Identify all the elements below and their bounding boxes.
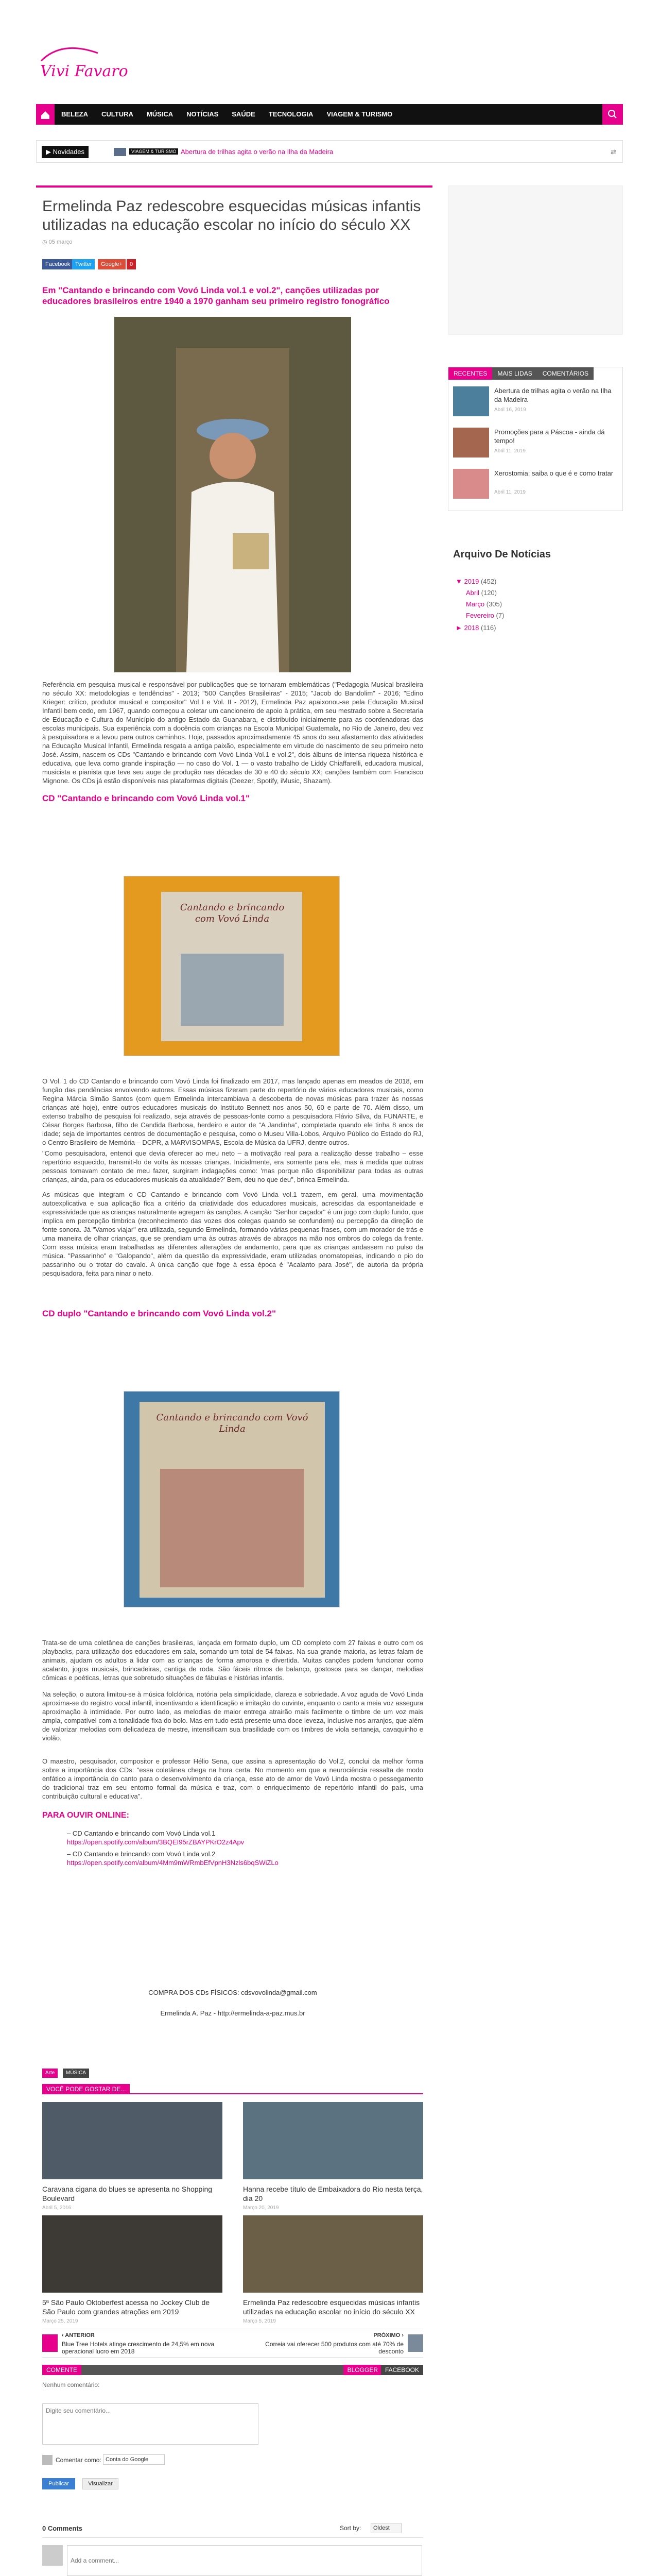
- main-nav: [36, 104, 623, 125]
- related-date-1: Abril 5, 2016: [42, 2205, 72, 2211]
- heading-cd2: CD duplo "Cantando e brincando com Vovó Linda vol.2": [42, 1309, 276, 1318]
- article-subtitle: Em "Cantando e brincando com Vovó Linda vol.1 e vol.2", canções utilizadas por educadores brasileiros entre 1940 a 1970 ganham seu primeiro registro fonográfico: [42, 285, 390, 306]
- heading-cd1: CD "Cantando e brincando com Vovó Linda vol.1": [42, 793, 250, 803]
- prev-thumb[interactable]: [42, 2334, 58, 2352]
- article-paragraph-3: "Como pesquisadora, entendi que devia oferecer ao meu neto – a motivação real para a realização desse trabalho – esse repertório esquecido, transmiti-lo de volta às nossas crianças. Inicialmente, era somente para ele, mas à medida que outras pessoas tomavam contato de meu fazer, surgiram indagações como: 'mas porque não disponibilizar para todas as outras crianças, ainda, para os educadores musicais da atualidade?' Bem, deu no que deu", brinca Ermelinda.: [42, 1149, 423, 1183]
- post-navigation: [42, 2329, 423, 2358]
- tag-arte[interactable]: Arte: [42, 2069, 58, 2078]
- tab-facebook[interactable]: FACEBOOK: [381, 2365, 423, 2375]
- share-google-button[interactable]: Google+: [98, 259, 126, 269]
- article-paragraph-1: Referência em pesquisa musical e responsável por publicações que se tornaram emblemáticas ("Pedagogia Musical brasileira no século XX: metodologias e tendências" - 2013; "500 Canções Brasileiras" - 2015; "Jacob do Bandolim" - 2016; "Edino Krieger: crítico, produtor musical e compositor" Vol I e Vol. II - 2012), Ermelinda Paz apaixonou-se pela Educação Musical Infantil bem cedo, em 1967, quando começou a coletar um cancioneiro de apoio à prática, em seu mestrado sobre a Secretaria de Educação e Cultura do Município do antigo Estado da Guanabara, e distribuído inicialmente para as coordenadoras das escolas municipais. Sua experiência com a docência com crianças na Escola Municipal Guatemala, no Rio de Janeiro, deu vez à pesquisadora e a levou para outros caminhos. Hoje, passados aproximadamente 45 anos do seu afastamento das atividades na Educação Musical Infantil, Ermelinda resgata a antiga paixão, especialmente em virtude do nascimento de seu primeiro neto José. Assim, nascem os CDs "Cantando e brincando com Vovó Linda Vol.1 e vol.2", dois álbuns de intensa riqueza histórica e educativa, que leva como grande inspiração — no caso do Vol. 1 — o vasto trabalho de Liddy Chiaffarelli, educadora musical, musicista e pianista que teve seu auge de produção nas décadas de 30 e 40 do século XX; canções também com Francisco Mignone. Os CDs já estão disponíveis nas plataformas digitais (Deezer, Spotify, iMusic, Shazam).: [42, 681, 423, 785]
- recent-date-2: Abril 11, 2019: [494, 448, 526, 454]
- nav-item-tecnologia[interactable]: TECNOLOGIA: [268, 110, 314, 118]
- nav-item-viagem[interactable]: VIAGEM & TURISMO: [326, 110, 393, 118]
- article-paragraph-2: O Vol. 1 do CD Cantando e brincando com Vovó Linda foi finalizado em 2017, mas lançado apenas em meados de 2018, em função das pendências envolvendo autores. Essas músicas fizeram parte do repertório de vários educadores musicais, como Regina Márcia Simão Santos (com quem Ermelinda intercambiava a descoberta de novas músicas para trazer às nossas crianças até hoje), entre outros educadores musicais do Instituto Bennett nos anos 50, 60 e parte de 70. Além disso, um extenso trabalho de pesquisa foi realizado, seja através de pessoas-fonte como a pesquisadora Flávio Silva, da FUNARTE, e César Borges Barbosa, filho de Candida Barbosa, herdeiro e autor de "A Jandinha", completada quando ele tinha 8 anos de idade; seja de importantes centros de documentação e pesquisa, como o Museu Villa-Lobos, Arquivo Público do Estado do RJ, o Centro Brasileiro de Memória – DCPR, a MARVISOMPAS, Escola de Música da UFRJ, dentre outros.: [42, 1077, 423, 1146]
- cd1-cover-text: Cantando e brincando com Vovó Linda: [180, 902, 285, 924]
- logo-text: Vivi Favaro: [40, 62, 128, 80]
- article-paragraph-6: Na seleção, o autora limitou-se à música folclórica, notória pela simplicidade, clareza e sobriedade. A voz aguda de Vovó Linda aproxima-se do registro vocal infantil, incentivando a identificação e imitação do ouvinte, enquanto o canto a meia voz assegura aproximação à intimidade. Por outro lado, as melodias de maior entrega atrairão mais facilmente o timbre de um voz mais ampla, compatível com a tonalidade fixa do bolo. Mas em tudo está presente uma doce leveza, inclusive nos arranjos, que além de valorizar melodias com delicadeza de mestre, intensificam sua brasilidade com os timbres de viola sertaneja, cavaquinho e violão.: [42, 1690, 423, 1742]
- comment-textarea[interactable]: [42, 2403, 258, 2445]
- nav-item-saude[interactable]: SAÚDE: [232, 110, 255, 118]
- divider: [42, 2537, 423, 2538]
- next-title[interactable]: Correia vai oferecer 500 produtos com até 70% de desconto: [265, 2341, 404, 2355]
- comments-tabbar: [42, 2365, 423, 2375]
- fb-avatar: [42, 2545, 63, 2566]
- bolt-icon: ▶: [46, 148, 53, 156]
- tab-recentes[interactable]: RECENTES: [448, 367, 492, 380]
- ticker-thumbnail[interactable]: [114, 148, 126, 156]
- ticker-label: ▶ Novidades: [42, 146, 89, 158]
- fb-comment-input[interactable]: [67, 2545, 422, 2576]
- recent-thumb-3[interactable]: [453, 469, 489, 499]
- buy-cds-text: COMPRA DOS CDs FÍSICOS: cdsvovolinda@gmail.com: [148, 1989, 317, 1996]
- link-vol2-label: – CD Cantando e brincando com Vovó Linda vol.2: [67, 1850, 216, 1858]
- archive-abril[interactable]: Abril (120): [466, 589, 497, 597]
- recent-thumb-2[interactable]: [453, 428, 489, 457]
- publish-button[interactable]: Publicar: [42, 2478, 75, 2489]
- tag-musica[interactable]: MÚSICA: [63, 2069, 89, 2078]
- comment-as-label: Comentar como:: [56, 2456, 101, 2464]
- archive-2019[interactable]: ▼ 2019 (452): [456, 578, 497, 585]
- artist-site-text: Ermelinda A. Paz - http://ermelinda-a-paz.mus.br: [160, 2009, 305, 2017]
- tab-blogger[interactable]: BLOGGER: [343, 2365, 382, 2375]
- related-image-4[interactable]: [243, 2215, 423, 2293]
- fb-comments-count: 0 Comments: [42, 2524, 83, 2532]
- search-icon: [602, 104, 623, 125]
- article-title: Ermelinda Paz redescobre esquecidas músicas infantis utilizadas na educação escolar no início do século XX: [42, 198, 421, 233]
- related-title-1[interactable]: Caravana cigana do blues se apresenta no Shopping Boulevard: [42, 2185, 213, 2202]
- link-vol2-url[interactable]: https://open.spotify.com/album/4Mm9mWRmbEfVpnH3Nzls6bqSWiZLo: [67, 1859, 279, 1867]
- home-icon: [41, 111, 49, 119]
- recent-title-1[interactable]: Abertura de trilhas agita o verão na Ilha da Madeira: [494, 387, 612, 403]
- related-date-3: Março 25, 2019: [42, 2318, 78, 2324]
- related-title-3[interactable]: 5ª São Paulo Oktoberfest acessa no Jockey Club de São Paulo com grandes atrações em 2019: [42, 2298, 210, 2316]
- fb-sort-label: Sort by:: [340, 2524, 361, 2532]
- prev-title[interactable]: Blue Tree Hotels atinge crescimento de 24,5% em nova operacional lucro em 2018: [62, 2341, 215, 2355]
- nav-item-cultura[interactable]: CULTURA: [101, 110, 133, 118]
- related-title-4[interactable]: Ermelinda Paz redescobre esquecidas músicas infantis utilizadas na educação escolar no início do século XX: [243, 2298, 420, 2316]
- recent-date-1: Abril 16, 2019: [494, 407, 526, 413]
- tab-comente[interactable]: COMENTE: [42, 2365, 81, 2375]
- archive-2018[interactable]: ► 2018 (116): [456, 624, 496, 632]
- recent-title-2[interactable]: Promoções para a Páscoa - ainda dá tempo!: [494, 428, 605, 445]
- recent-title-3[interactable]: Xerostomia: saiba o que é e como tratar: [494, 469, 614, 477]
- clock-icon: ◷: [42, 239, 49, 245]
- next-thumb[interactable]: [408, 2334, 423, 2352]
- share-twitter-button[interactable]: Twitter: [72, 259, 95, 269]
- cd2-cover-text: Cantando e brincando com Vovó Linda: [156, 1412, 308, 1434]
- cd2-cover: [124, 1391, 340, 1607]
- article-paragraph-5: Trata-se de uma coletânea de canções brasileiras, lançada em formato duplo, um CD completo com 27 faixas e outro com os playbacks, para utilização dos educadores em sala, somando um total de 54 faixas. Na sua grande maioria, as letras falam de animais, ajudam os adultos a lidar com as crianças de forma amorosa e divertida. Muitas canções podem funcionar como acalanto, jogos musicais, brincadeiras, cantiga de roda. São fáceis rítmos de balanço, gostosos para se dançar, melodias cômicas e poéticas, letras que sobretudo situações de fábulas e histórias infantis.: [42, 1639, 423, 1682]
- tab-mais-lidas[interactable]: MAIS LIDAS: [492, 367, 537, 380]
- related-title-2[interactable]: Hanna recebe título de Embaixadora do Rio nesta terça, dia 20: [243, 2185, 423, 2202]
- related-date-4: Março 5, 2019: [243, 2318, 276, 2324]
- cd1-cover: [124, 876, 340, 1056]
- news-ticker: [36, 140, 623, 163]
- avatar: [42, 2455, 53, 2465]
- nav-item-noticias[interactable]: NOTÍCIAS: [186, 110, 219, 118]
- share-facebook-button[interactable]: Facebook: [42, 259, 73, 269]
- next-label[interactable]: PRÓXIMO ›: [373, 2332, 404, 2338]
- recent-thumb-1[interactable]: [453, 386, 489, 416]
- archive-fevereiro[interactable]: Fevereiro (7): [466, 612, 505, 619]
- ticker-category[interactable]: VIAGEM & TURISMO: [129, 148, 178, 155]
- sidebar-ad-box: [448, 185, 623, 335]
- comment-as-select[interactable]: Conta do Google: [103, 2454, 165, 2465]
- link-vol1-label: – CD Cantando e brincando com Vovó Linda vol.1: [67, 1829, 216, 1837]
- related-date-2: Março 20, 2019: [243, 2205, 279, 2211]
- listen-links: [67, 1829, 376, 1867]
- archive-title: Arquivo De Notícias: [453, 549, 551, 560]
- archive-marco[interactable]: Março (305): [466, 600, 502, 608]
- article-paragraph-7: O maestro, pesquisador, compositor e professor Hélio Sena, que assina a apresentação do Vol.2, conclui da melhor forma sobre a importância dos CDs: "essa coletânea chega na hora certa. No momento em que a neurociência ressalta de modo enfático a importância do canto para o desenvolvimento da criança, esse ato de amor de Vovó Linda mostra o pessegamento do tradicional traz em seu entorno formal da música e traz, com o enriquecimento de repertório infantil do país, uma contribuição cultural e educativa".: [42, 1757, 423, 1800]
- search-button[interactable]: [602, 104, 623, 125]
- related-image-2[interactable]: [243, 2102, 423, 2179]
- comments-count-note: Nenhum comentário:: [42, 2381, 100, 2388]
- link-vol1-url[interactable]: https://open.spotify.com/album/3BQEI95rZBAYPKrO2z4Apv: [67, 1838, 245, 1846]
- nav-item-beleza[interactable]: BELEZA: [61, 110, 88, 118]
- heading-listen-online: PARA OUVIR ONLINE:: [42, 1811, 129, 1820]
- prev-label[interactable]: ‹ ANTERIOR: [62, 2332, 95, 2338]
- article-paragraph-4: As músicas que integram o CD Cantando e brincando com Vovó Linda vol.1 trazem, em geral, uma movimentação autoexplicativa e sua aplicação fica a critério da criatividade dos educadores musicais, acrescidas da espontaneidade e expressividade que as crianças naturalmente agregam às canções. A canção "Senhor caçador" é um jogo com duplo fundo, que implica em percepção timbrica (reconhecimento das vozes dos colegas quando se confundem) ou percepção da direção de fonte sonora. Já "Vamos viajar" era utilizada, segundo Ermelinda, formando várias pequenas frases, com um morador de trás e uma maneira de olhar crianças, que se prendiam uma às outras através de abraços na mão nos ombros do colega da frente. Com essa música eram trabalhadas as diferentes alterações de andamento, para que as crianças andassem no pulso da música. "Passarinho" e "Galopando", além da questão da expressividade, eram utilizadas onomatopeias, indicando o pio do passarinho ou o trotar do cavalo. A única canção que foge à essa época é "Acalanto para José", de autoria da própria pesquisadora, feita para ninar o neto.: [42, 1191, 423, 1277]
- related-image-1[interactable]: [42, 2102, 222, 2179]
- home-button[interactable]: [36, 104, 55, 125]
- recent-date-3: Abril 11, 2019: [494, 489, 526, 495]
- related-heading: VOCÊ PODE GOSTAR DE...: [42, 2084, 423, 2094]
- ticker-headline[interactable]: Abertura de trilhas agita o verão na Ilha da Madeira: [181, 148, 334, 156]
- fb-sort-select[interactable]: Oldest: [371, 2523, 402, 2533]
- article-date: ◷ 05 março: [42, 239, 73, 245]
- article-main-photo: [114, 317, 351, 672]
- related-image-3[interactable]: [42, 2215, 222, 2293]
- nav-item-musica[interactable]: MÚSICA: [146, 110, 173, 118]
- ticker-shuffle-icon[interactable]: ⇄: [611, 148, 616, 156]
- tab-comentarios[interactable]: COMENTÁRIOS: [537, 367, 594, 380]
- share-pinterest-button[interactable]: 0: [127, 259, 136, 269]
- site-logo[interactable]: [36, 40, 128, 90]
- preview-button[interactable]: Visualizar: [82, 2478, 118, 2489]
